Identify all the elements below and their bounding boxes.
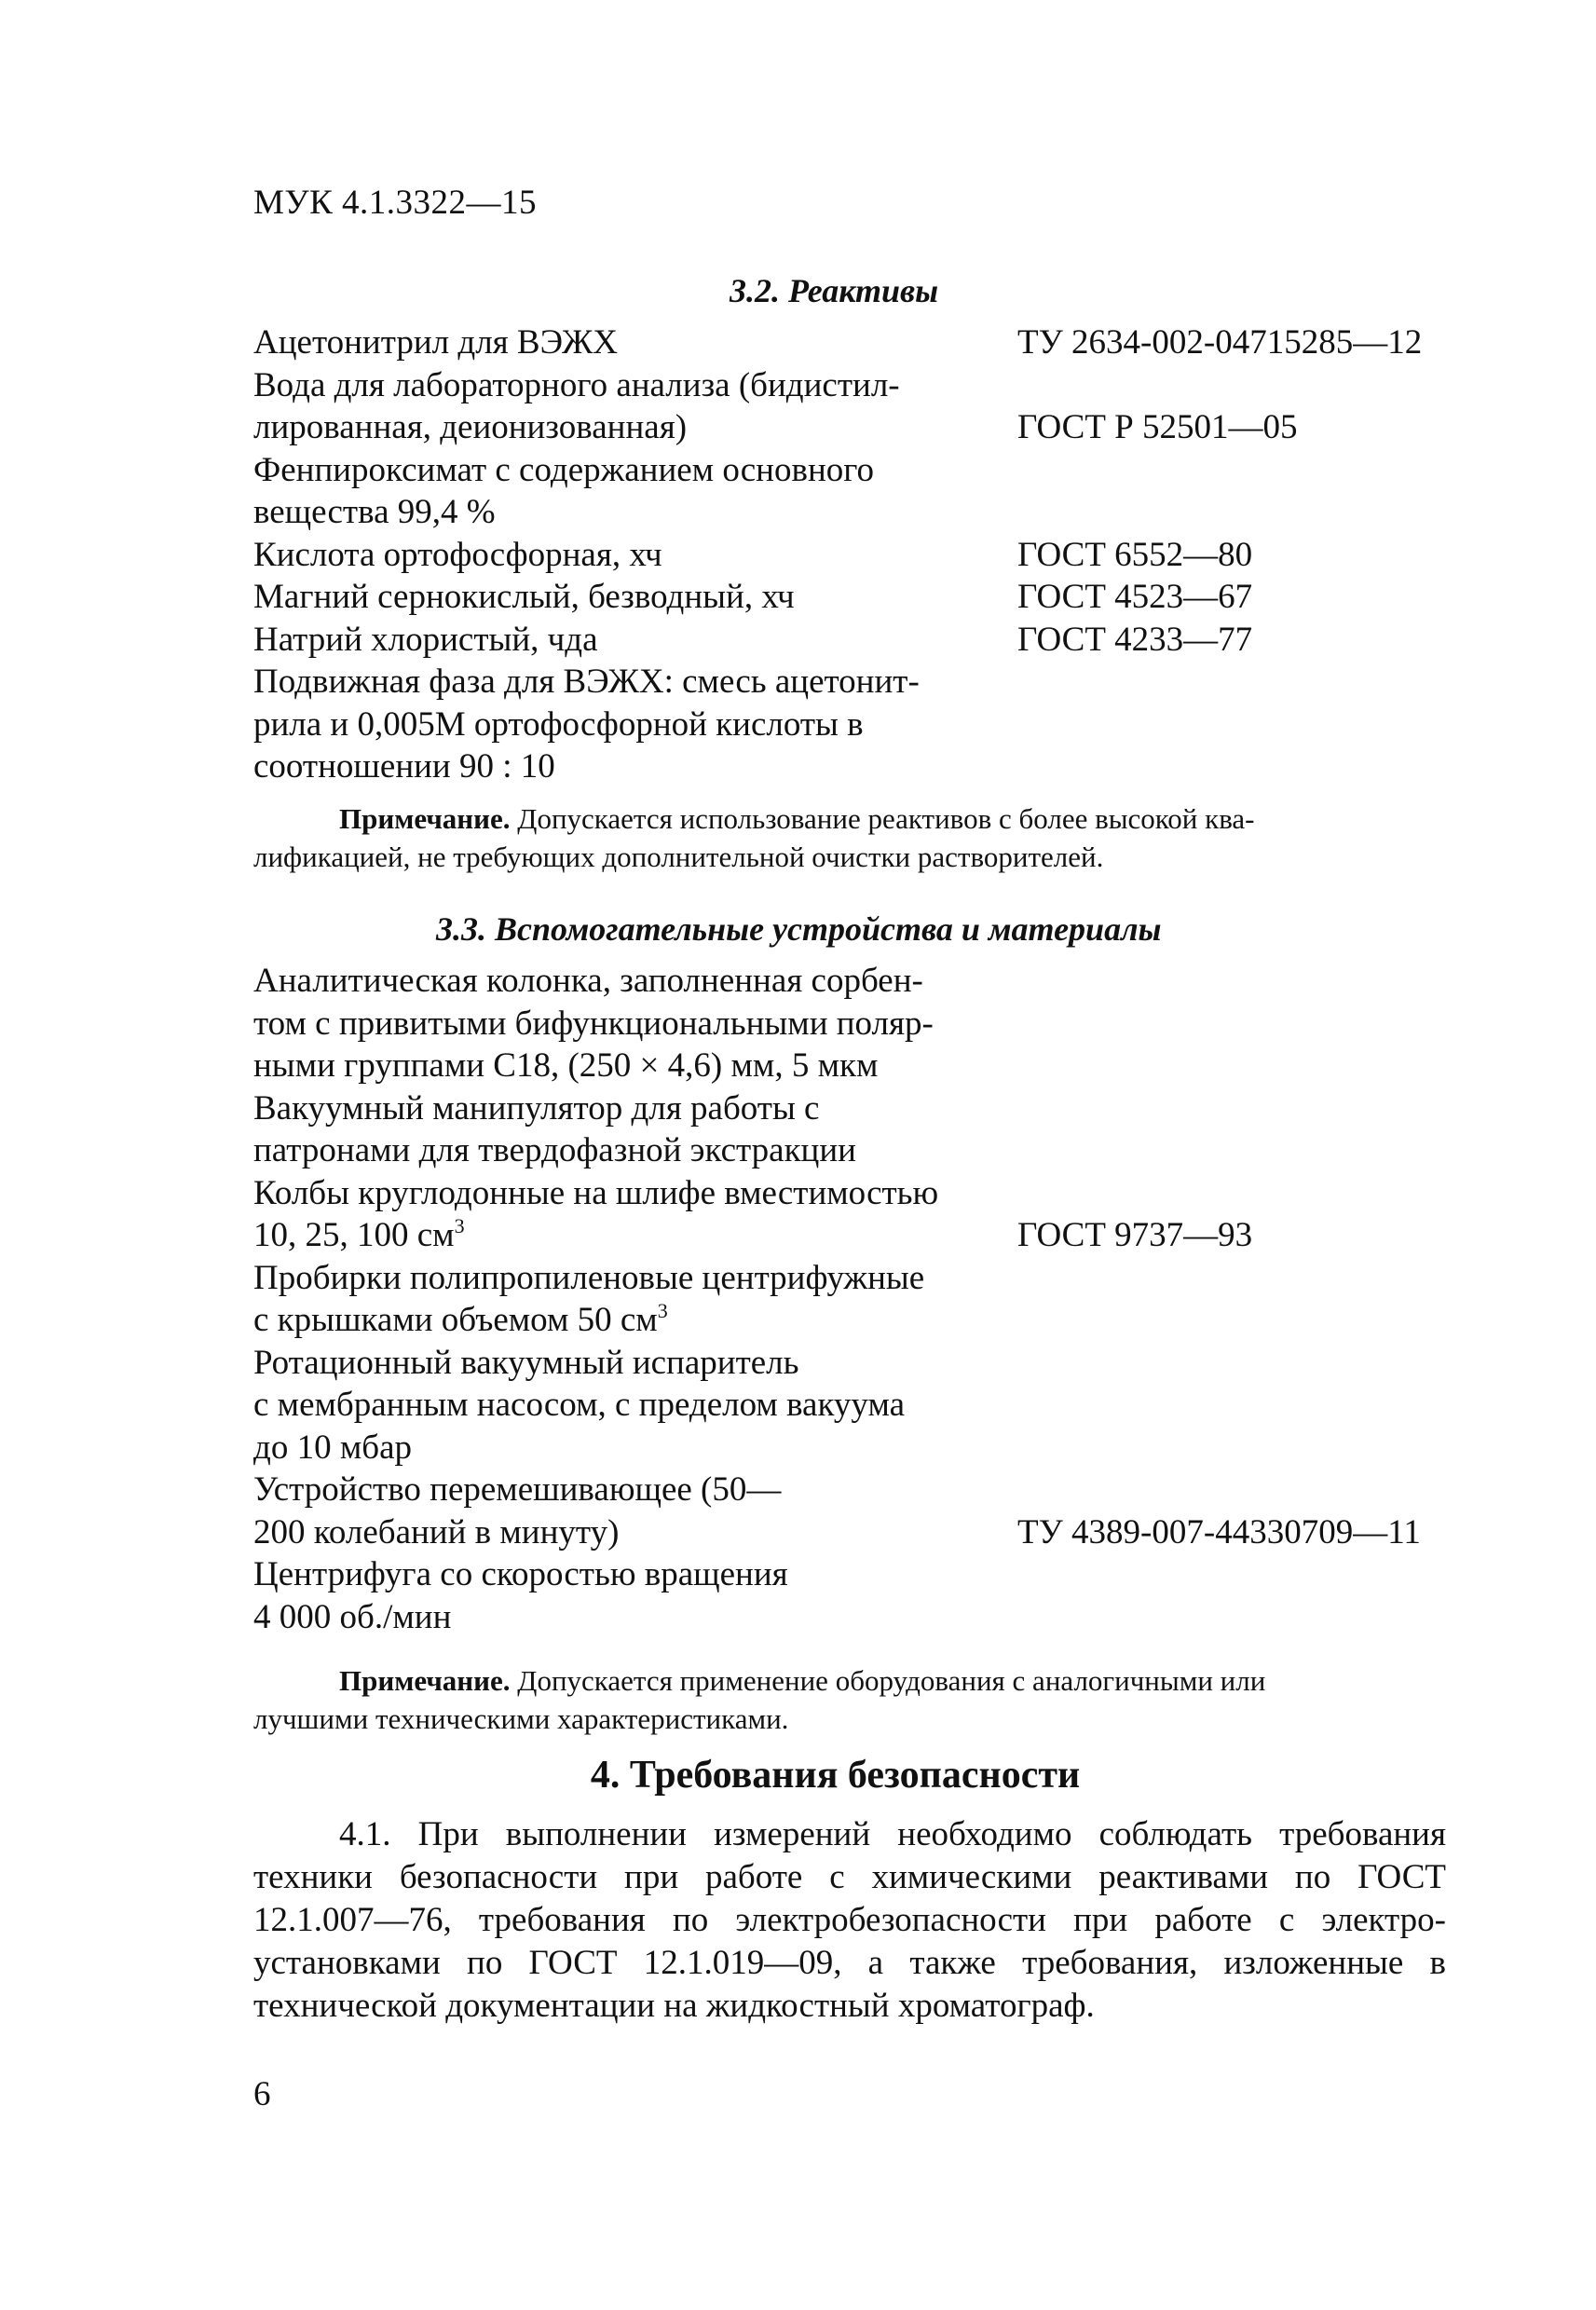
equipment-name: ными группами С18, (250 × 4,6) мм, 5 мкм [253, 1046, 879, 1085]
equipment-name: Аналитическая колонка, заполненная сорбен- [253, 962, 923, 1000]
note-text: лучшими техническими характеристиками. [253, 1702, 789, 1735]
reagent-row [253, 619, 1253, 662]
equipment-name: Центрифуга со скоростью вращения [253, 1555, 788, 1593]
reagent-name: Кислота ортофосфорная, хч [253, 535, 662, 574]
note-label: Примечание. [339, 802, 511, 835]
page-number: 6 [253, 2075, 271, 2113]
note-text: Допускается применение оборудования с аналогичными или [517, 1664, 1266, 1697]
note-label: Примечание. [339, 1664, 511, 1697]
reagent-row [253, 321, 1423, 364]
reagent-row [253, 661, 1027, 788]
reagent-standard: ГОСТ 4233—77 [1017, 620, 1253, 659]
superscript-exponent: 3 [657, 1299, 668, 1322]
reagent-name: Подвижная фаза для ВЭЖХ: смесь ацетонит- [253, 663, 920, 701]
reagent-name: Натрий хлористый, чда [253, 620, 598, 659]
section-title-reagents: 3.2. Реактивы [730, 272, 939, 309]
equipment-name: Устройство перемешивающее (50— [253, 1470, 782, 1509]
equipment-list [253, 960, 1421, 1638]
safety-paragraph [253, 1813, 1446, 2028]
equipment-name: Вакуумный манипулятор для работы с [253, 1088, 820, 1128]
reagent-name: Вода для лабораторного анализа (бидистил- [253, 365, 900, 404]
reagent-standard: ГОСТ 6552—80 [1017, 535, 1253, 574]
equipment-name: с крышками объемом 50 см [253, 1301, 658, 1339]
superscript-exponent: 3 [454, 1214, 465, 1237]
equipment-name: Колбы круглодонные на шлифе вместимостью [253, 1173, 939, 1212]
equipment-name: Пробирки полипропиленовые центрифужные [253, 1258, 925, 1297]
section-heading-safety: 4. Требования безопасности [590, 1754, 1081, 1797]
document-code: МУК 4.1.3322—15 [253, 184, 538, 222]
paragraph-line: 12.1.007—76, требования по электробезопасности при работе с электро- [253, 1901, 1446, 1939]
reagent-row [253, 534, 1253, 577]
reagent-name: Ацетонитрил для ВЭЖХ [253, 323, 618, 362]
note-text: Допускается использование реактивов с более высокой ква- [517, 802, 1255, 835]
reagent-standard: ГОСТ 4523—67 [1017, 578, 1253, 616]
equipment-name: с мембранным насосом, с пределом вакуума [253, 1386, 906, 1424]
reagents-list [253, 321, 1423, 788]
equipment-row [253, 1469, 1421, 1553]
reagent-name: лированная, деионизованная) [253, 408, 688, 446]
equipment-row [253, 1087, 1027, 1172]
note-text: лификацией, не требующих дополнительной очистки растворителей. [253, 841, 1104, 873]
reagent-standard: ГОСТ Р 52501—05 [1017, 408, 1298, 446]
equipment-note [253, 1661, 1455, 1738]
equipment-row [253, 1257, 1027, 1342]
reagent-row [253, 449, 1027, 534]
section-title-equipment: 3.3. Вспомогательные устройства и материалы [436, 910, 1162, 948]
reagent-row [253, 364, 1298, 449]
reagent-standard: ТУ 2634-002-04715285—12 [1017, 323, 1423, 362]
reagent-name: рила и 0,005М ортофосфорной кислоты в [253, 704, 864, 744]
equipment-row [253, 1342, 1027, 1469]
equipment-name: 10, 25, 100 см [253, 1216, 455, 1254]
paragraph-line: техники безопасности при работе с химическими реактивами по ГОСТ [253, 1858, 1446, 1896]
reagent-name: вещества 99,4 % [253, 493, 496, 531]
equipment-name: до 10 мбар [253, 1428, 412, 1467]
paragraph-line: технической документации на жидкостный хроматограф. [253, 1987, 1095, 2025]
paragraph-line: 4.1. При выполнении измерений необходимо соблюдать требования [339, 1815, 1446, 1853]
reagent-name: Магний сернокислый, безводный, хч [253, 578, 795, 616]
equipment-name: том с привитыми бифункциональными поляр- [253, 1004, 934, 1043]
equipment-row [253, 1553, 1027, 1638]
equipment-standard: ГОСТ 9737—93 [1017, 1216, 1253, 1254]
paragraph-line: установками по ГОСТ 12.1.019—09, а также требования, изложенные в [253, 1944, 1446, 1982]
reagents-note [253, 800, 1455, 876]
equipment-name: 200 колебаний в минуту) [253, 1512, 620, 1551]
reagent-row [253, 576, 1253, 619]
equipment-standard: ТУ 4389-007-44330709—11 [1017, 1512, 1421, 1551]
equipment-row [253, 960, 1027, 1087]
equipment-name: 4 000 об./мин [253, 1597, 452, 1636]
reagent-name: соотношении 90 : 10 [253, 747, 555, 786]
equipment-row [253, 1172, 1253, 1257]
reagent-name: Фенпироксимат с содержанием основного [253, 450, 874, 489]
equipment-name: Ротационный вакуумный испаритель [253, 1343, 799, 1382]
equipment-name: патронами для твердофазной экстракции [253, 1131, 856, 1169]
